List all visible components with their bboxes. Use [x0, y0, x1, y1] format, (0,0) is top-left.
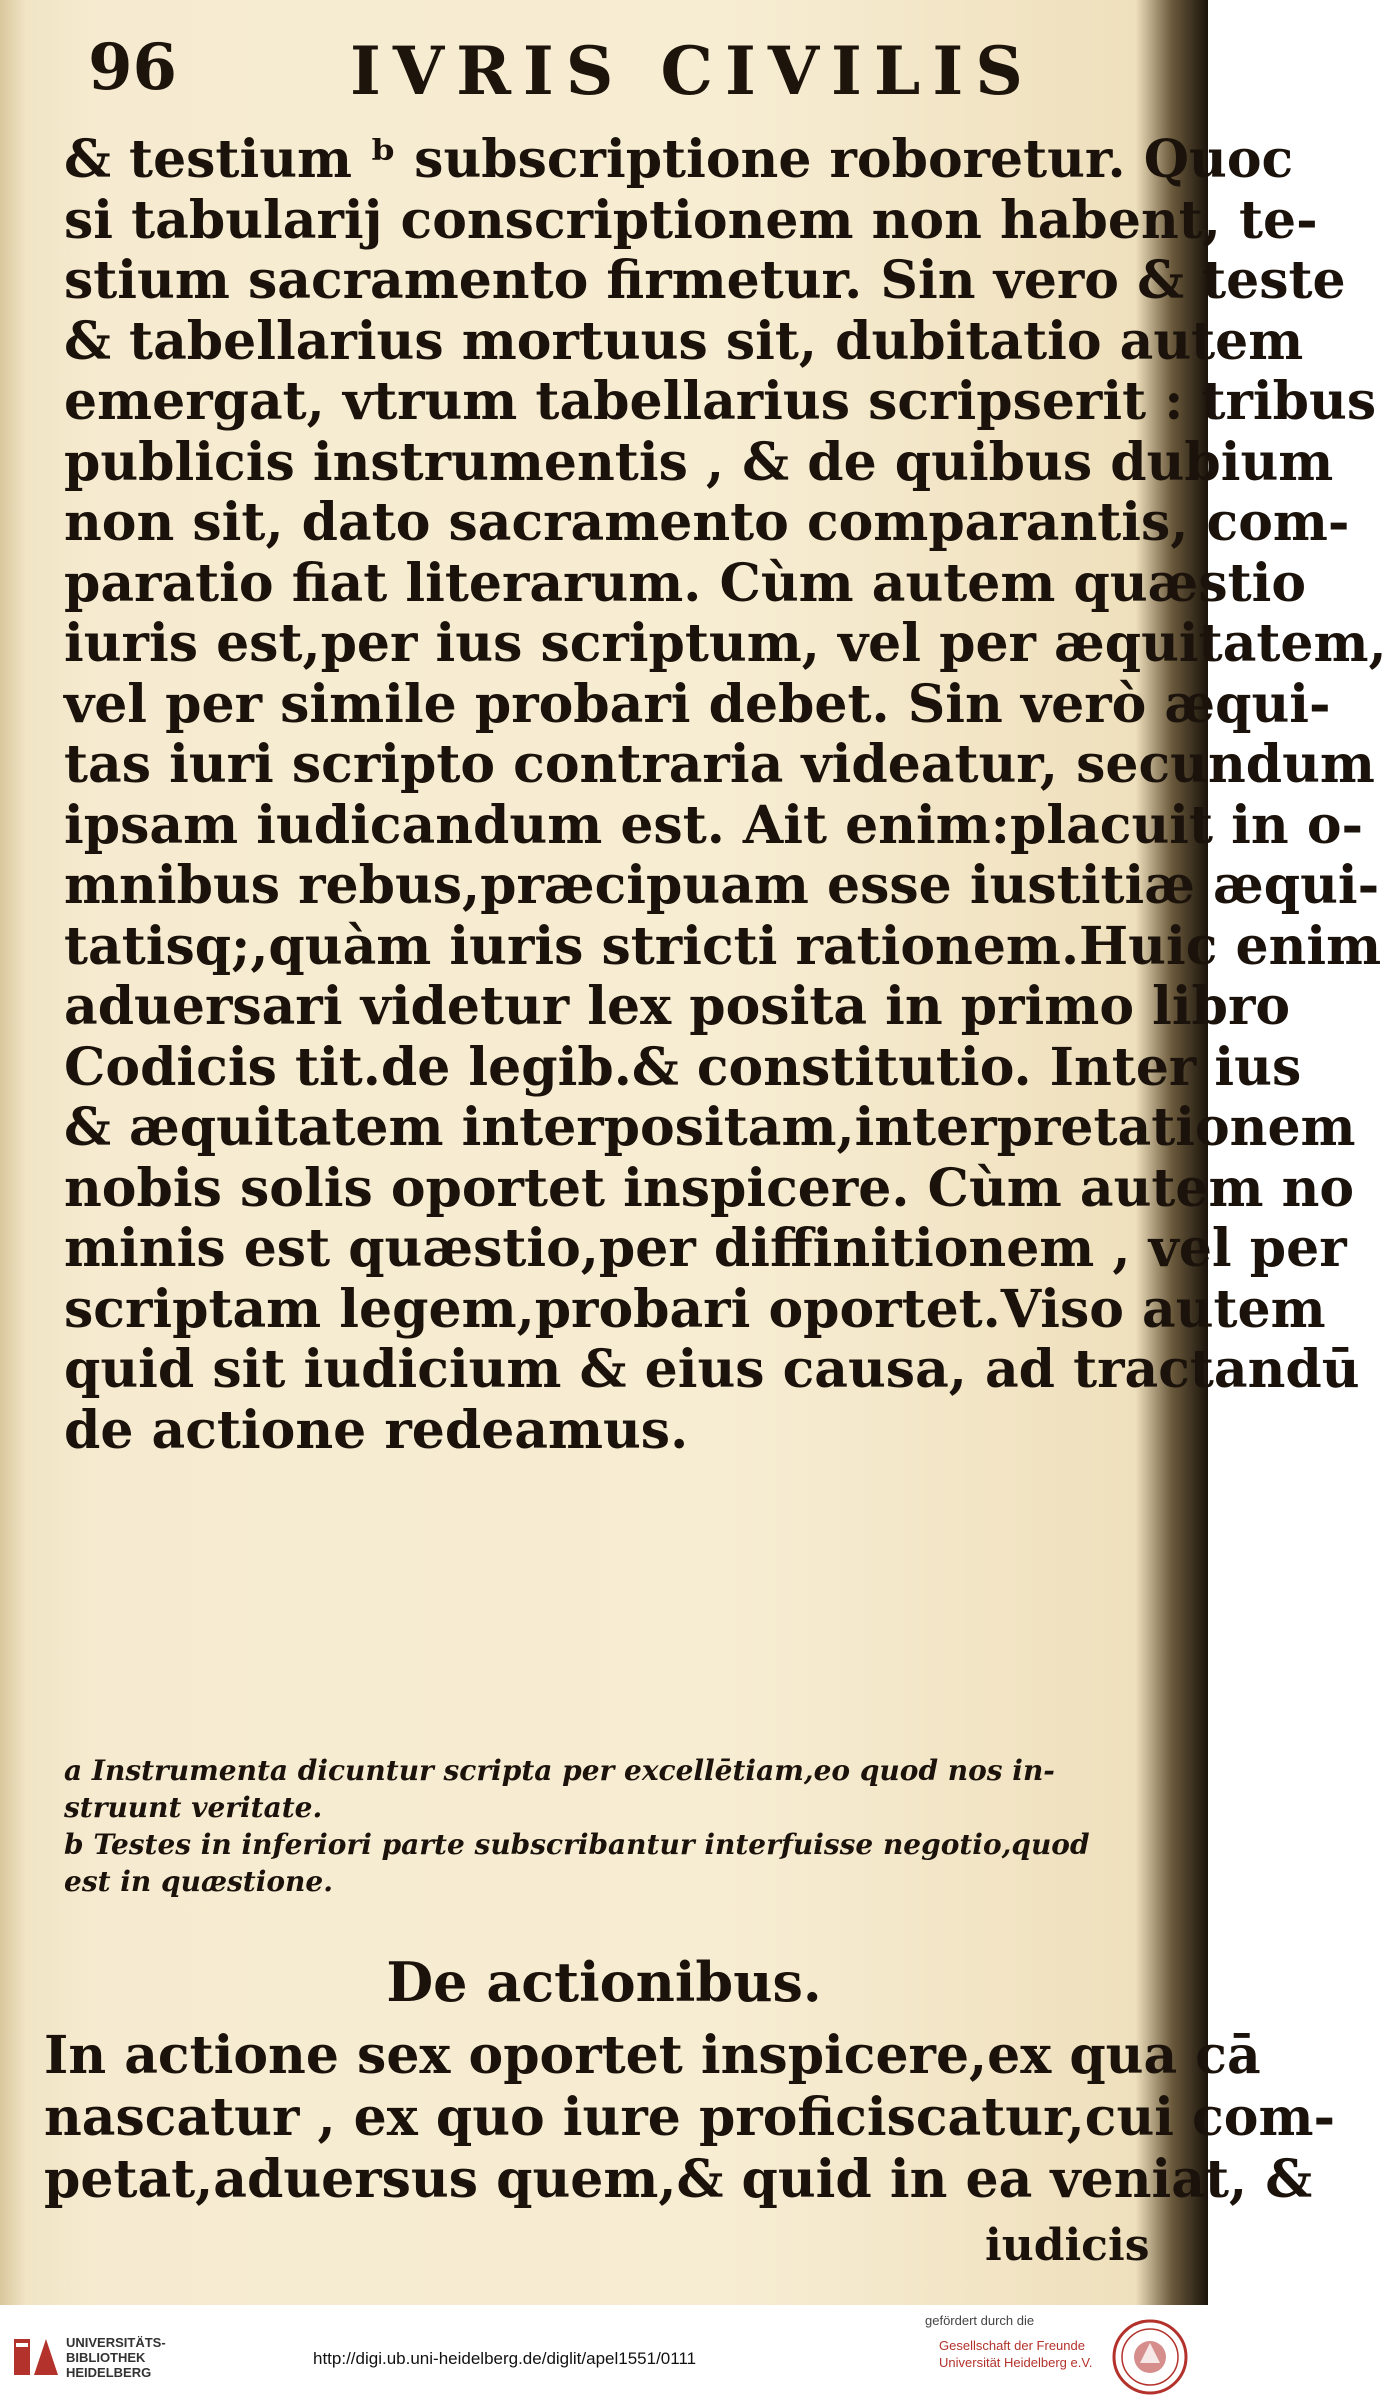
text-line: scriptam legem,probari oportet.Viso autem	[64, 1278, 1326, 1340]
text-line: Codicis tit.de legib.& constitutio. Inter ius	[64, 1036, 1302, 1098]
section-text	[44, 2025, 1336, 2211]
footnotes	[64, 1752, 1174, 1900]
permalink-url[interactable]: http://digi.ub.uni-heidelberg.de/diglit/apel1551/0111	[313, 2349, 697, 2368]
text-line: tatisq;,quàm iuris stricti rationem.Huic enim	[64, 915, 1382, 977]
text-line: In actione sex oportet inspicere,ex qua cā	[44, 2025, 1261, 2086]
text-line: aduersari videtur lex posita in primo libro	[64, 976, 1291, 1037]
text-line: petat,aduersus quem,& quid in ea veniat, &	[44, 2149, 1313, 2210]
text-line: iuris est,per ius scriptum, vel per æquitatem,	[64, 613, 1387, 674]
text-line: minis est quæstio,per diffinitionem , vel per	[64, 1218, 1347, 1279]
footnote-line: est in quæstione.	[64, 1865, 333, 1898]
footnote-line: struunt veritate.	[64, 1791, 323, 1824]
footnote-line: b Testes in inferiori parte subscribantur interfuisse negotio,quod	[64, 1828, 1090, 1861]
text-line: mnibus rebus,præcipuam esse iustitiæ æqui-	[64, 855, 1380, 916]
body-text	[64, 129, 1387, 1461]
text-line: quid sit iudicium & eius causa, ad tractandū	[64, 1339, 1360, 1400]
text-line: si tabularij conscriptionem non habent, te-	[64, 189, 1318, 251]
catchword: iudicis	[985, 2220, 1150, 2271]
viewer-footer	[0, 2305, 1208, 2399]
text-line: emergat, vtrum tabellarius scripserit : tribus	[64, 371, 1377, 432]
text-line: & testium ᵇ subscriptione roboretur. Quoc	[64, 129, 1294, 190]
footnote-line: a Instrumenta dicuntur scripta per excellētiam,eo quod nos in-	[64, 1754, 1055, 1787]
text-line: paratio fiat literarum. Cùm autem quæstio	[64, 552, 1307, 614]
page-header	[88, 18, 1148, 118]
text-line: & æquitatem interpositam,interpretationem	[64, 1097, 1356, 1158]
text-line: ipsam iudicandum est. Ait enim:placuit in o-	[64, 794, 1364, 856]
text-line: nobis solis oportet inspicere. Cùm autem no	[64, 1157, 1355, 1219]
page-number: 96	[88, 30, 178, 105]
text-line: & tabellarius mortuus sit, dubitatio autem	[64, 310, 1304, 372]
sponsor-name: Gesellschaft der Freunde Universität Heidelberg e.V.	[939, 2338, 1093, 2370]
text-line: stium sacramento firmetur. Sin vero & teste	[64, 250, 1346, 311]
section-heading: De actionibus.	[386, 1950, 822, 2014]
sponsor-label: gefördert durch die	[925, 2313, 1035, 2328]
text-line: non sit, dato sacramento comparantis, com-	[64, 492, 1350, 553]
text-line: vel per simile probari debet. Sin verò æqui-	[64, 673, 1331, 735]
university-seal-icon	[1112, 2319, 1188, 2395]
text-line: de actione redeamus.	[64, 1399, 689, 1461]
text-line: publicis instrumentis , & de quibus dubium	[64, 431, 1334, 493]
text-line: tas iuri scripto contraria videatur, secundum	[64, 734, 1375, 795]
library-name: UNIVERSITÄTS- BIBLIOTHEK HEIDELBERG	[66, 2335, 166, 2380]
text-line: nascatur , ex quo iure proficiscatur,cui com-	[44, 2087, 1336, 2148]
university-library-logo-icon	[12, 2333, 60, 2381]
running-title: IVRIS CIVILIS	[350, 32, 1035, 110]
